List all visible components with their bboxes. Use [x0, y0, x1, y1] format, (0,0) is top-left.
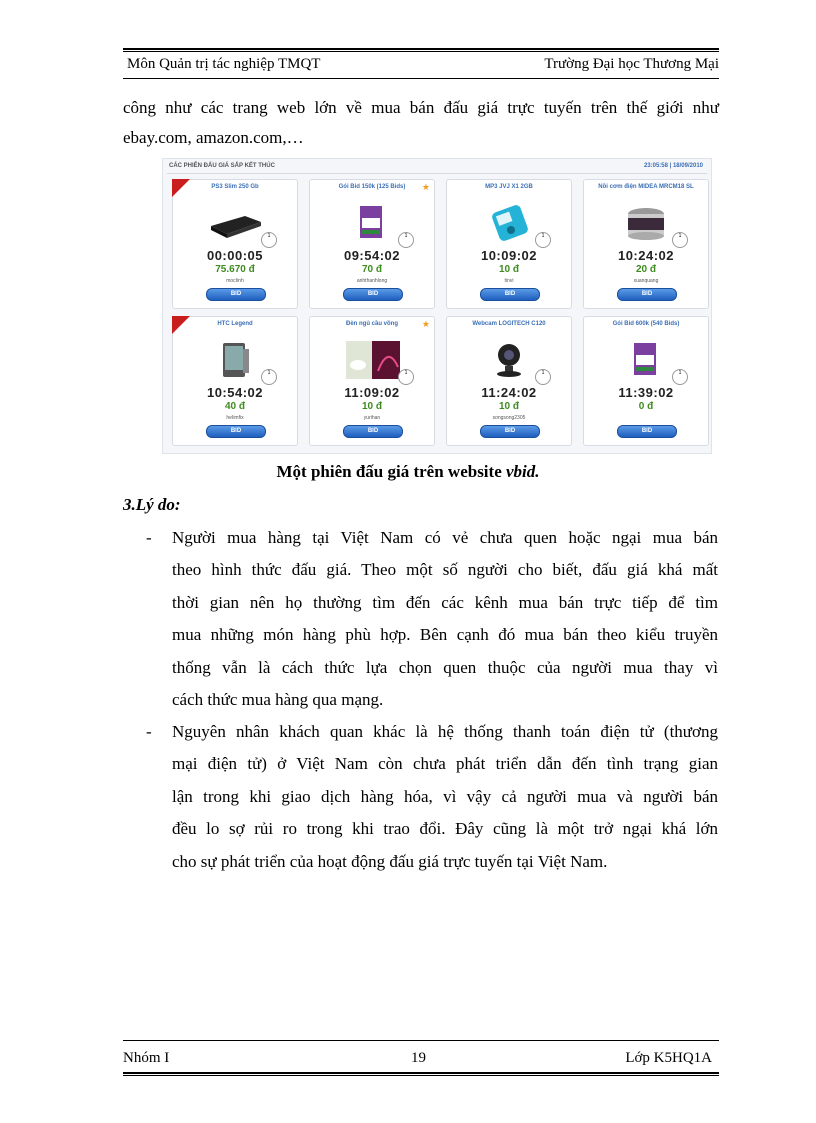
- auction-card[interactable]: [583, 179, 709, 309]
- current-price: 10 đ: [361, 401, 382, 412]
- auction-card[interactable]: [172, 316, 298, 446]
- bid-count-badge: 1: [672, 232, 688, 248]
- auction-item-title[interactable]: PS3 Slim 250 Gb: [211, 184, 259, 190]
- page-number: 19: [411, 1050, 426, 1066]
- bullet-line: đều lo sợ rủi ro trong khi trao đổi. Đây cũng là một trở ngại khá lớn: [172, 819, 718, 839]
- auction-item-title[interactable]: Đèn ngủ cầu vồng: [345, 321, 398, 327]
- figure-heading: CÁC PHIÊN ĐẤU GIÁ SẮP KẾT THÚC: [169, 163, 275, 169]
- bullet-line: thống vẫn là cách thức lựa chọn quen thuộc của người mua thay vì: [172, 657, 718, 677]
- bid-package-icon[interactable]: [618, 341, 674, 379]
- auction-card[interactable]: [446, 179, 572, 309]
- intro-paragraph: [123, 93, 719, 153]
- footer-class: Lớp K5HQ1A: [625, 1050, 712, 1066]
- auction-screenshot-figure: [162, 158, 712, 454]
- bullet-line: lận trong khi giao dịch hàng hóa, vì vậy cả người mua và người bán: [172, 786, 718, 806]
- bullet-line: mại điện tử) ở Việt Nam còn chưa phát triển dẫn đến tình trạng gian: [172, 754, 718, 774]
- caption-site: vbid.: [505, 462, 540, 481]
- countdown-timer: 11:24:02: [481, 385, 537, 400]
- auction-card[interactable]: [583, 316, 709, 446]
- bid-count-badge: 1: [672, 369, 688, 385]
- star-icon: ★: [421, 319, 430, 329]
- bullet-line: mua những món hàng phù hợp. Bên cạnh đó mua bán theo kiểu truyền: [172, 625, 718, 645]
- footer-rule-bottom: [123, 1072, 719, 1074]
- rice-cooker-icon[interactable]: [618, 204, 674, 242]
- countdown-timer: 10:24:02: [617, 248, 675, 263]
- header-rule-bottom: [123, 78, 719, 79]
- current-price: 40 đ: [224, 401, 245, 412]
- bid-button[interactable]: BID: [343, 425, 403, 438]
- last-bidder: mocIinh: [226, 278, 244, 284]
- header-rule-top-thin: [123, 51, 719, 52]
- last-bidder: xuanquang: [633, 278, 659, 284]
- bid-count-badge: 1: [535, 369, 551, 385]
- bullet-item: [146, 522, 718, 716]
- header-rule-top: [123, 48, 719, 50]
- bullet-line: cách thức mua hàng qua mạng.: [172, 690, 384, 710]
- countdown-timer: 11:09:02: [344, 385, 400, 400]
- last-bidder: yurihan: [363, 415, 381, 421]
- current-price: 70 đ: [361, 264, 382, 275]
- bullet-line: theo hình thức đấu giá. Theo một số người cho biết, đấu giá khá mất: [172, 560, 718, 580]
- bullet-dash: -: [146, 528, 152, 547]
- header-university: Trường Đại học Thương Mại: [544, 56, 719, 72]
- current-price: 10 đ: [498, 264, 519, 275]
- auction-card[interactable]: [172, 179, 298, 309]
- bid-button[interactable]: BID: [343, 288, 403, 301]
- auction-item-title[interactable]: HTC Legend: [217, 321, 253, 327]
- auction-item-title[interactable]: Webcam LOGITECH C120: [472, 321, 546, 327]
- footer-rule-top: [123, 1040, 719, 1041]
- auction-card[interactable]: [309, 316, 435, 446]
- auction-item-title[interactable]: MP3 JVJ X1 2GB: [485, 184, 533, 190]
- current-price: 0 đ: [638, 401, 654, 412]
- current-price: 10 đ: [498, 401, 519, 412]
- bid-button[interactable]: BID: [617, 425, 677, 438]
- section-title: 3.Lý do:: [123, 495, 181, 514]
- bid-button[interactable]: BID: [480, 425, 540, 438]
- intro-line-2: ebay.com, amazon.com,…: [123, 128, 304, 147]
- star-icon: ★: [421, 182, 430, 192]
- auction-item-title[interactable]: Nồi cơm điện MIDEA MRCM18 SL: [598, 184, 694, 190]
- last-bidder: anhthanhlong: [356, 278, 388, 284]
- countdown-timer: 09:54:02: [343, 248, 401, 263]
- footer-group: Nhóm I: [123, 1050, 170, 1066]
- auction-card[interactable]: [309, 179, 435, 309]
- last-bidder: heIimfix: [226, 415, 244, 421]
- countdown-timer: 11:39:02: [618, 385, 674, 400]
- figure-caption: [0, 462, 816, 482]
- countdown-timer: 10:09:02: [480, 248, 538, 263]
- bid-count-badge: 1: [261, 232, 277, 248]
- last-bidder: songsong2305: [492, 415, 526, 421]
- bullet-dash: -: [146, 722, 152, 741]
- bullet-line: Người mua hàng tại Việt Nam có vẻ chưa quen hoặc ngại mua bán: [172, 528, 718, 547]
- bullet-item: [146, 716, 718, 878]
- figure-divider: [167, 173, 707, 174]
- bid-button[interactable]: BID: [206, 425, 266, 438]
- bid-button[interactable]: BID: [206, 288, 266, 301]
- game-console-icon[interactable]: [207, 204, 263, 242]
- auction-card[interactable]: [446, 316, 572, 446]
- header-course-title: Môn Quản trị tác nghiệp TMQT: [127, 56, 321, 72]
- bid-package-icon[interactable]: [344, 204, 400, 242]
- intro-line-1: công như các trang web lớn về mua bán đấu giá trực tuyến trên thế giới như: [123, 98, 719, 117]
- bid-button[interactable]: BID: [617, 288, 677, 301]
- auction-item-title[interactable]: Gói Bid 150k (125 Bids): [338, 184, 406, 190]
- bullet-line: Nguyên nhân khách quan khác là hệ thống thanh toán điện tử (thương: [172, 722, 718, 741]
- bid-button[interactable]: BID: [480, 288, 540, 301]
- mp3-player-icon[interactable]: [481, 204, 537, 242]
- lamp-icon[interactable]: [344, 341, 400, 379]
- bid-count-badge: 1: [535, 232, 551, 248]
- caption-text: Một phiên đấu giá trên website: [276, 462, 506, 481]
- footer-rule-bottom-thin: [123, 1075, 719, 1076]
- current-price: 20 đ: [635, 264, 656, 275]
- bid-count-badge: 1: [398, 369, 414, 385]
- bid-count-badge: 1: [398, 232, 414, 248]
- smartphone-icon[interactable]: [207, 341, 263, 379]
- bid-count-badge: 1: [261, 369, 277, 385]
- auction-item-title[interactable]: Gói Bid 600k (540 Bids): [612, 321, 680, 327]
- countdown-timer: 10:54:02: [206, 385, 264, 400]
- countdown-timer: 00:00:05: [206, 248, 264, 263]
- bullet-line: thời gian nên họ thường tìm đến các kênh mua bán trực tiếp để tìm: [172, 592, 718, 612]
- current-price: 75.670 đ: [215, 264, 255, 275]
- bullet-line: cho sự phát triển của hoạt động đấu giá trực tuyến tại Việt Nam.: [172, 851, 608, 871]
- figure-date: 23:05:58 | 18/09/2010: [643, 163, 703, 169]
- webcam-icon[interactable]: [481, 341, 537, 379]
- last-bidder: tinvi: [504, 278, 514, 284]
